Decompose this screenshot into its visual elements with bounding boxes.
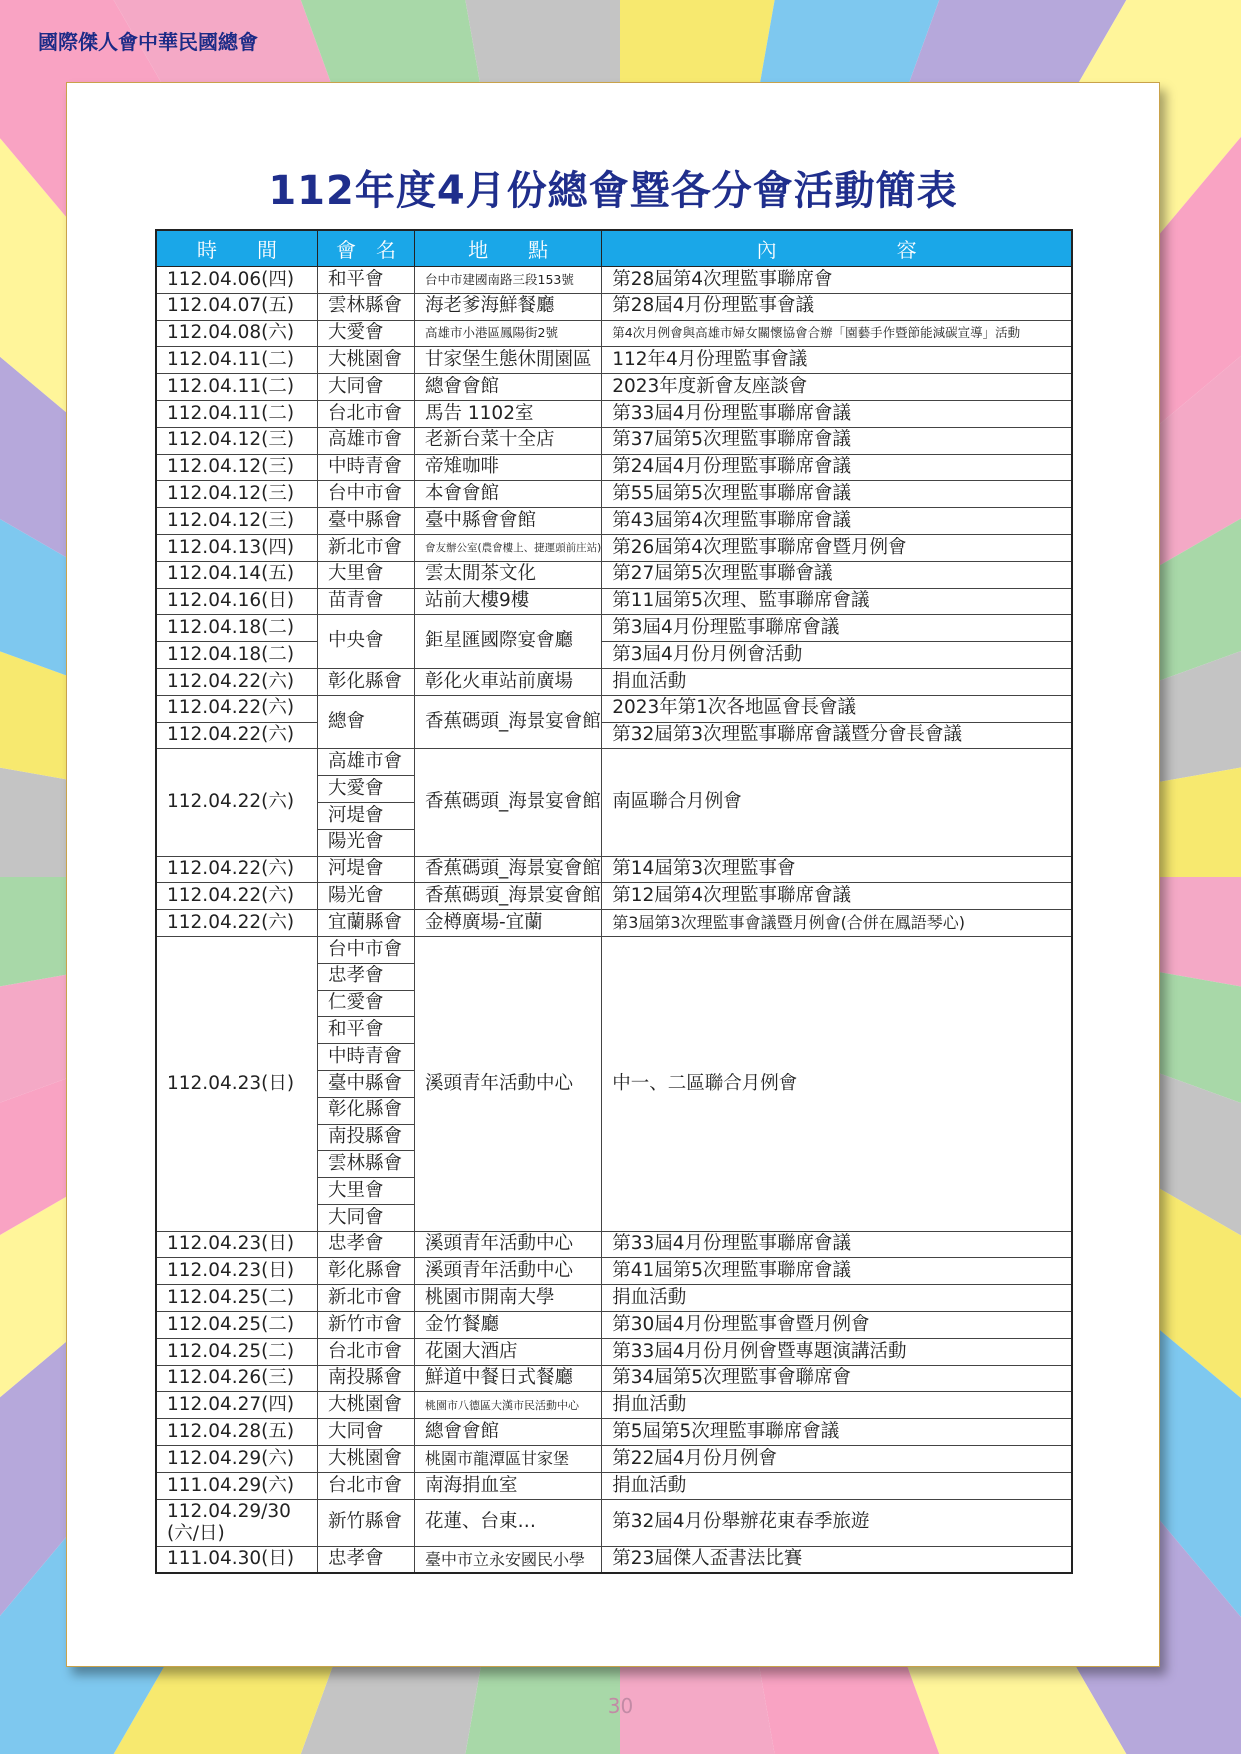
table-row	[156, 668, 1072, 695]
cell-location: 馬告 1102室	[415, 400, 602, 427]
table-row	[156, 642, 1072, 669]
cell-club: 大桃園會	[318, 1392, 415, 1419]
cell-date: 112.04.28(五)	[156, 1419, 318, 1446]
organization-name: 國際傑人會中華民國總會	[38, 30, 258, 54]
cell-location: 總會會館	[415, 1419, 602, 1446]
cell-club: 新北市會	[318, 1285, 415, 1312]
table-row	[156, 1446, 1072, 1473]
cell-content: 第33屆4月份理監事聯席會議	[602, 1231, 1072, 1258]
cell-club: 河堤會	[318, 802, 415, 829]
table-row	[156, 1392, 1072, 1419]
cell-location: 會友辦公室(農會樓上、捷運頭前庄站)	[415, 534, 602, 561]
cell-club: 南投縣會	[318, 1124, 415, 1151]
cell-date: 112.04.25(二)	[156, 1285, 318, 1312]
table-row	[156, 1472, 1072, 1499]
cell-location: 花蓮、台東…	[415, 1499, 602, 1546]
page-number: 30	[607, 1694, 634, 1718]
cell-club: 大同會	[318, 374, 415, 401]
header-club: 會 名	[318, 230, 415, 267]
cell-date: 112.04.11(二)	[156, 400, 318, 427]
table-row	[156, 561, 1072, 588]
table-row	[156, 1546, 1072, 1573]
cell-location: 溪頭青年活動中心	[415, 1231, 602, 1258]
cell-club: 中時青會	[318, 454, 415, 481]
cell-club: 台北市會	[318, 1472, 415, 1499]
cell-date: 112.04.22(六)	[156, 856, 318, 883]
cell-club: 新竹市會	[318, 1312, 415, 1339]
cell-date: 112.04.06(四)	[156, 267, 318, 294]
cell-content: 第32屆4月份舉辦花東春季旅遊	[602, 1499, 1072, 1546]
table-row	[156, 588, 1072, 615]
cell-club: 臺中縣會	[318, 1070, 415, 1097]
cell-content: 捐血活動	[602, 1285, 1072, 1312]
table-row	[156, 374, 1072, 401]
cell-content: 2023年度新會友座談會	[602, 374, 1072, 401]
cell-date: 112.04.22(六)	[156, 749, 318, 856]
table-row	[156, 695, 1072, 722]
cell-location: 桃園市龍潭區甘家堡	[415, 1446, 602, 1473]
cell-date: 112.04.25(二)	[156, 1338, 318, 1365]
cell-club: 和平會	[318, 267, 415, 294]
cell-location: 總會會館	[415, 374, 602, 401]
cell-club: 河堤會	[318, 856, 415, 883]
cell-club: 大同會	[318, 1419, 415, 1446]
table-row	[156, 1258, 1072, 1285]
table-header-row	[156, 230, 1072, 267]
table-row	[156, 427, 1072, 454]
cell-location: 台中市建國南路三段153號	[415, 267, 602, 294]
activity-table	[155, 229, 1073, 1574]
cell-location: 高雄市小港區鳳陽街2號	[415, 320, 602, 347]
cell-date: 112.04.23(日)	[156, 1231, 318, 1258]
cell-location: 站前大樓9樓	[415, 588, 602, 615]
cell-location: 溪頭青年活動中心	[415, 1258, 602, 1285]
cell-club: 雲林縣會	[318, 1151, 415, 1178]
cell-content: 第55屆第5次理監事聯席會議	[602, 481, 1072, 508]
header-time: 時 間	[156, 230, 318, 267]
cell-club: 和平會	[318, 1017, 415, 1044]
cell-content: 捐血活動	[602, 1392, 1072, 1419]
table-row	[156, 1419, 1072, 1446]
cell-club: 苗青會	[318, 588, 415, 615]
cell-date: 112.04.12(三)	[156, 481, 318, 508]
cell-content: 第28屆第4次理監事聯席會	[602, 267, 1072, 294]
table-row	[156, 936, 1072, 963]
cell-location: 桃園市開南大學	[415, 1285, 602, 1312]
cell-club: 台中市會	[318, 936, 415, 963]
cell-location: 金樽廣場-宜蘭	[415, 910, 602, 937]
cell-content: 第43屆第4次理監事聯席會議	[602, 508, 1072, 535]
cell-club: 彰化縣會	[318, 1258, 415, 1285]
cell-date: 111.04.29(六)	[156, 1472, 318, 1499]
cell-location: 臺中縣會會館	[415, 508, 602, 535]
table-row	[156, 267, 1072, 294]
table-row	[156, 856, 1072, 883]
cell-content: 第32屆第3次理監事聯席會議暨分會長會議	[602, 722, 1072, 749]
cell-club: 台中市會	[318, 481, 415, 508]
table-row	[156, 534, 1072, 561]
cell-date: 112.04.27(四)	[156, 1392, 318, 1419]
cell-location: 金竹餐廳	[415, 1312, 602, 1339]
cell-location: 本會會館	[415, 481, 602, 508]
cell-location: 香蕉碼頭_海景宴會館	[415, 856, 602, 883]
cell-date: 112.04.29/30 (六/日)	[156, 1499, 318, 1546]
cell-location: 帝雉咖啡	[415, 454, 602, 481]
cell-club: 大愛會	[318, 776, 415, 803]
cell-date: 112.04.23(日)	[156, 936, 318, 1231]
cell-club: 宜蘭縣會	[318, 910, 415, 937]
cell-content: 第27屆第5次理監事聯會議	[602, 561, 1072, 588]
cell-date: 112.04.25(二)	[156, 1312, 318, 1339]
cell-club: 陽光會	[318, 829, 415, 856]
cell-location: 臺中市立永安國民小學	[415, 1546, 602, 1573]
cell-club: 高雄市會	[318, 749, 415, 776]
cell-club: 大里會	[318, 561, 415, 588]
cell-content: 第34屆第5次理監事會聯席會	[602, 1365, 1072, 1392]
table-row	[156, 320, 1072, 347]
cell-content: 第33屆4月份理監事聯席會議	[602, 400, 1072, 427]
cell-content: 第3屆第3次理監事會議暨月例會(合併在鳳語琴心)	[602, 910, 1072, 937]
cell-location: 花園大酒店	[415, 1338, 602, 1365]
table-row	[156, 722, 1072, 749]
cell-location: 香蕉碼頭_海景宴會館	[415, 749, 602, 856]
cell-club: 台北市會	[318, 1338, 415, 1365]
cell-club: 新北市會	[318, 534, 415, 561]
cell-content: 第24屆4月份理監事聯席會議	[602, 454, 1072, 481]
cell-club: 大桃園會	[318, 1446, 415, 1473]
cell-content: 捐血活動	[602, 668, 1072, 695]
cell-location: 甘家堡生態休閒園區	[415, 347, 602, 374]
cell-content: 第12屆第4次理監事聯席會議	[602, 883, 1072, 910]
cell-club: 大愛會	[318, 320, 415, 347]
cell-club: 忠孝會	[318, 1231, 415, 1258]
cell-location: 鉅星匯國際宴會廳	[415, 615, 602, 669]
cell-club: 大同會	[318, 1204, 415, 1231]
table-row	[156, 1499, 1072, 1546]
cell-club: 南投縣會	[318, 1365, 415, 1392]
cell-content: 第33屆4月份月例會暨專題演講活動	[602, 1338, 1072, 1365]
page-title: 112年度4月份總會暨各分會活動簡表	[268, 168, 958, 214]
cell-content: 第22屆4月份月例會	[602, 1446, 1072, 1473]
cell-date: 112.04.29(六)	[156, 1446, 318, 1473]
cell-date: 112.04.16(日)	[156, 588, 318, 615]
cell-content: 第37屆第5次理監事聯席會議	[602, 427, 1072, 454]
cell-location: 溪頭青年活動中心	[415, 936, 602, 1231]
cell-content: 112年4月份理監事會議	[602, 347, 1072, 374]
cell-club: 大里會	[318, 1178, 415, 1205]
header-content: 內 容	[602, 230, 1072, 267]
table-row	[156, 910, 1072, 937]
table-row	[156, 1312, 1072, 1339]
cell-club: 新竹縣會	[318, 1499, 415, 1546]
cell-club: 大桃園會	[318, 347, 415, 374]
cell-club: 忠孝會	[318, 1546, 415, 1573]
table-row	[156, 749, 1072, 776]
header-location: 地 點	[415, 230, 602, 267]
cell-date: 111.04.30(日)	[156, 1546, 318, 1573]
cell-date: 112.04.18(二)	[156, 615, 318, 642]
cell-date: 112.04.08(六)	[156, 320, 318, 347]
table-row	[156, 454, 1072, 481]
cell-content: 第28屆4月份理監事會議	[602, 293, 1072, 320]
table-row	[156, 293, 1072, 320]
table-row	[156, 1285, 1072, 1312]
cell-content: 第3屆4月份理監事聯席會議	[602, 615, 1072, 642]
cell-content: 2023年第1次各地區會長會議	[602, 695, 1072, 722]
cell-date: 112.04.11(二)	[156, 347, 318, 374]
cell-club: 陽光會	[318, 883, 415, 910]
cell-content: 第41屆第5次理監事聯席會議	[602, 1258, 1072, 1285]
cell-content: 捐血活動	[602, 1472, 1072, 1499]
table-row	[156, 347, 1072, 374]
cell-date: 112.04.13(四)	[156, 534, 318, 561]
table-row	[156, 1338, 1072, 1365]
cell-content: 第5屆第5次理監事聯席會議	[602, 1419, 1072, 1446]
cell-date: 112.04.14(五)	[156, 561, 318, 588]
cell-location: 鮮道中餐日式餐廳	[415, 1365, 602, 1392]
cell-content: 中一、二區聯合月例會	[602, 936, 1072, 1231]
cell-location: 老新台菜十全店	[415, 427, 602, 454]
table-row	[156, 1231, 1072, 1258]
cell-club: 彰化縣會	[318, 668, 415, 695]
cell-date: 112.04.22(六)	[156, 722, 318, 749]
cell-location: 南海捐血室	[415, 1472, 602, 1499]
cell-club: 台北市會	[318, 400, 415, 427]
cell-location: 香蕉碼頭_海景宴會館	[415, 883, 602, 910]
cell-date: 112.04.22(六)	[156, 883, 318, 910]
cell-club: 中時青會	[318, 1044, 415, 1071]
cell-date: 112.04.07(五)	[156, 293, 318, 320]
cell-date: 112.04.22(六)	[156, 668, 318, 695]
cell-content: 第3屆4月份月例會活動	[602, 642, 1072, 669]
cell-date: 112.04.22(六)	[156, 910, 318, 937]
cell-date: 112.04.12(三)	[156, 454, 318, 481]
cell-date: 112.04.23(日)	[156, 1258, 318, 1285]
cell-date: 112.04.26(三)	[156, 1365, 318, 1392]
cell-content: 第30屆4月份理監事會暨月例會	[602, 1312, 1072, 1339]
cell-club: 忠孝會	[318, 963, 415, 990]
cell-club: 總會	[318, 695, 415, 749]
schedule-panel	[66, 82, 1160, 1667]
cell-content: 南區聯合月例會	[602, 749, 1072, 856]
cell-date: 112.04.18(二)	[156, 642, 318, 669]
cell-date: 112.04.22(六)	[156, 695, 318, 722]
table-row	[156, 1365, 1072, 1392]
cell-club: 中央會	[318, 615, 415, 669]
cell-club: 彰化縣會	[318, 1097, 415, 1124]
cell-location: 桃園市八德區大漢市民活動中心	[415, 1392, 602, 1419]
cell-club: 雲林縣會	[318, 293, 415, 320]
cell-content: 第11屆第5次理、監事聯席會議	[602, 588, 1072, 615]
cell-content: 第23屆傑人盃書法比賽	[602, 1546, 1072, 1573]
cell-date: 112.04.12(三)	[156, 508, 318, 535]
table-row	[156, 400, 1072, 427]
table-row	[156, 508, 1072, 535]
cell-location: 香蕉碼頭_海景宴會館	[415, 695, 602, 749]
cell-location: 海老爹海鮮餐廳	[415, 293, 602, 320]
cell-content: 第14屆第3次理監事會	[602, 856, 1072, 883]
cell-club: 仁愛會	[318, 990, 415, 1017]
cell-date: 112.04.11(二)	[156, 374, 318, 401]
cell-content: 第26屆第4次理監事聯席會暨月例會	[602, 534, 1072, 561]
cell-club: 臺中縣會	[318, 508, 415, 535]
table-row	[156, 481, 1072, 508]
cell-location: 雲太閒茶文化	[415, 561, 602, 588]
cell-location: 彰化火車站前廣場	[415, 668, 602, 695]
cell-club: 高雄市會	[318, 427, 415, 454]
table-row	[156, 615, 1072, 642]
cell-date: 112.04.12(三)	[156, 427, 318, 454]
cell-content: 第4次月例會與高雄市婦女關懷協會合辦「園藝手作暨節能減碳宣導」活動	[602, 320, 1072, 347]
table-row	[156, 883, 1072, 910]
